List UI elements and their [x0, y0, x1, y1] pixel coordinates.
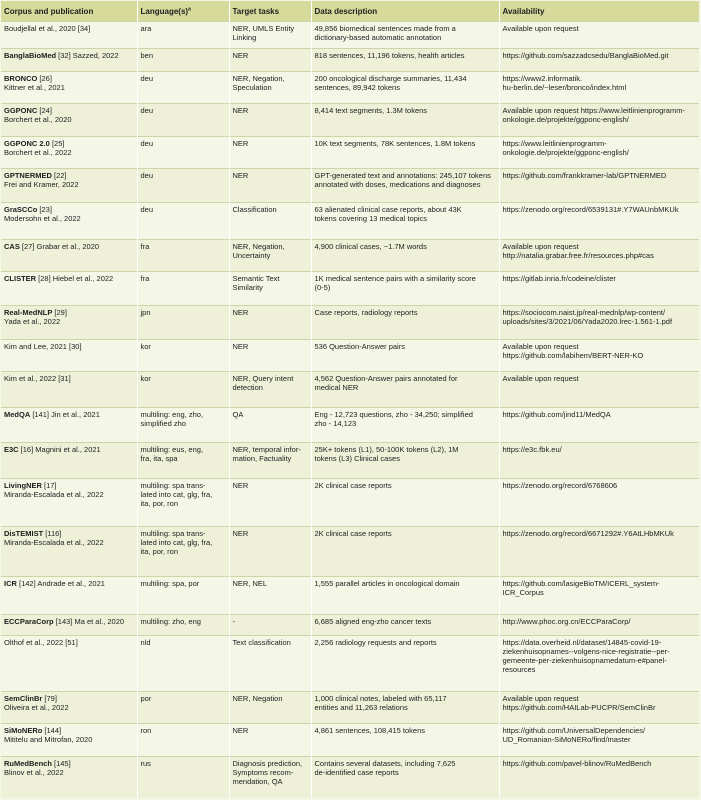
table-row [1, 635, 699, 691]
description-cell: 818 sentences, 11,196 tokens, health articles [311, 49, 499, 71]
corpus-cell [1, 22, 137, 49]
availability-cell: Available upon request http://natalia.grabar.free.fr/resources.php#cas [499, 239, 699, 272]
availability-cell: https://github.com/UniversalDependencies/ UD_Romanian-SiMoNERo/find/master [499, 724, 699, 757]
tasks-cell: NER [229, 136, 311, 169]
corpus-publication: [145] Blinov et al., 2022 [4, 758, 71, 777]
corpus-cell [1, 71, 137, 104]
description-cell: 49,856 biomedical sentences made from a dictionary-based automatic annotation [311, 22, 499, 49]
language-cell: jpn [137, 305, 229, 339]
availability-cell: Available upon request https://www.leitlinienprogramm- onkologie.de/projekte/ggponc-english/ [499, 104, 699, 137]
language-cell: multiling: eng, zho, simplified zho [137, 407, 229, 442]
corpus-publication: [23] Modersohn et al., 2022 [4, 205, 81, 224]
corpus-publication: [144] Mititelu and Mitrofan, 2020 [4, 726, 93, 745]
description-cell: 4,562 Question-Answer pairs annotated for medical NER [311, 372, 499, 407]
corpus-cell [1, 239, 137, 272]
availability-cell: https://data.overheid.nl/dataset/14845-covid-19- ziekenhuisopnames--volgens-nice-registratie--per- gemeente-per-ziekenhuisopnamedatum-e#panel- resources [499, 635, 699, 691]
corpus-cell [1, 691, 137, 724]
table-row [1, 169, 699, 203]
tasks-cell: - [229, 614, 311, 635]
corpus-publication: [141] Jin et al., 2021 [30, 409, 100, 419]
table-row [1, 22, 699, 49]
availability-cell: https://e3c.fbk.eu/ [499, 442, 699, 478]
table-row [1, 71, 699, 104]
availability-cell: https://github.com/frankkramer-lab/GPTNERMED [499, 169, 699, 203]
description-cell: 4,900 clinical cases, ~1.7M words [311, 239, 499, 272]
corpus-cell [1, 407, 137, 442]
corpus-cell [1, 442, 137, 478]
corpus-name: CAS [4, 241, 20, 251]
corpus-cell [1, 576, 137, 614]
corpus-cell [1, 479, 137, 527]
language-cell: deu [137, 71, 229, 104]
corpus-name: SemClinBr [4, 693, 43, 703]
corpus-name: GGPONC 2.0 [4, 138, 50, 148]
description-cell: 1,555 parallel articles in oncological domain [311, 576, 499, 614]
corpus-cell [1, 203, 137, 239]
description-cell: 2K clinical case reports [311, 527, 499, 577]
corpus-name: GGPONC [4, 106, 38, 116]
table-row [1, 614, 699, 635]
language-cell: fra [137, 272, 229, 306]
tasks-cell: NER, Negation, Speculation [229, 71, 311, 104]
corpus-publication: [29] Yada et al., 2022 [4, 307, 67, 326]
availability-cell: http://www.phoc.org.cn/ECCParaCorp/ [499, 614, 699, 635]
table-body [1, 22, 699, 799]
language-cell: deu [137, 136, 229, 169]
table-row [1, 576, 699, 614]
availability-cell: Available upon request https://github.com/labihem/BERT-NER-KO [499, 339, 699, 372]
table-row [1, 136, 699, 169]
corpus-cell [1, 272, 137, 306]
corpus-cell [1, 49, 137, 71]
description-cell: Eng - 12,723 questions, zho - 34,250; simplified zho - 14,123 [311, 407, 499, 442]
tasks-cell: NER [229, 104, 311, 137]
corpus-name: BRONCO [4, 73, 38, 83]
description-cell: 1K medical sentence pairs with a similarity score (0-5) [311, 272, 499, 306]
corpus-cell [1, 724, 137, 757]
description-cell: 200 oncological discharge summaries, 11,434 sentences, 89,942 tokens [311, 71, 499, 104]
corpus-publication: Kim et al., 2022 [31] [4, 374, 71, 384]
description-cell: 2K clinical case reports [311, 479, 499, 527]
corpus-name: E3C [4, 444, 19, 454]
tasks-cell: Text classification [229, 635, 311, 691]
tasks-cell: Classification [229, 203, 311, 239]
language-cell: por [137, 691, 229, 724]
corpus-publication: Boudjellal et al., 2020 [34] [4, 24, 91, 33]
description-cell: 2,256 radiology requests and reports [311, 635, 499, 691]
table-row [1, 239, 699, 272]
corpus-cell [1, 339, 137, 372]
tasks-cell: NER [229, 527, 311, 577]
language-cell: deu [137, 104, 229, 137]
availability-cell: https://www.leitlinienprogramm- onkologie.de/projekte/ggponc-english/ [499, 136, 699, 169]
corpus-publication: [142] Andrade et al., 2021 [16, 578, 105, 588]
language-cell: rus [137, 756, 229, 798]
corpus-cell [1, 756, 137, 798]
corpus-cell [1, 527, 137, 577]
availability-cell: https://sociocom.naist.jp/real-mednlp/wp-content/ uploads/sites/3/2021/06/Yada2020.lrec-1.561-1.pdf [499, 305, 699, 339]
table-row [1, 305, 699, 339]
availability-cell: Available upon request [499, 372, 699, 407]
availability-cell: https://github.com/lasigeBioTM/ICERL_system- ICR_Corpus [499, 576, 699, 614]
header-tasks: Target tasks [229, 1, 311, 22]
corpus-publication: [32] Sazzed, 2022 [56, 51, 119, 61]
language-cell: fra [137, 239, 229, 272]
tasks-cell: NER [229, 169, 311, 203]
corpus-name: GPTNERMED [4, 171, 52, 181]
description-cell: 536 Question-Answer pairs [311, 339, 499, 372]
corpus-publication: Olthof et al., 2022 [51] [4, 637, 78, 647]
availability-cell: https://github.com/sazzadcsedu/BanglaBioMed.git [499, 49, 699, 71]
corpus-name: ICR [4, 578, 17, 588]
corpus-publication: [79] Oliveira et al., 2022 [4, 693, 69, 712]
tasks-cell: QA [229, 407, 311, 442]
tasks-cell: NER, NEL [229, 576, 311, 614]
corpus-cell [1, 372, 137, 407]
corpus-name: ECCParaCorp [4, 616, 54, 626]
language-cell: multiling: eus, eng, fra, ita, spa [137, 442, 229, 478]
corpus-cell [1, 614, 137, 635]
availability-cell: https://zenodo.org/record/6539131#.Y7WAUnbMKUk [499, 203, 699, 239]
language-cell: multiling: spa trans- lated into cat, glg, fra, ita, por, ron [137, 479, 229, 527]
description-cell: GPT-generated text and annotations: 245,107 tokens annotated with doses, medications and diagnoses [311, 169, 499, 203]
table-row [1, 527, 699, 577]
tasks-cell: NER, Query intent detection [229, 372, 311, 407]
availability-cell: https://gitlab.inria.fr/codeine/clister [499, 272, 699, 306]
language-cell: ben [137, 49, 229, 71]
corpus-publication: [26] Kittner et al., 2021 [4, 73, 65, 92]
corpus-publication: [24] Borchert et al., 2020 [4, 106, 72, 125]
availability-cell: https://zenodo.org/record/6768606 [499, 479, 699, 527]
table-row [1, 691, 699, 724]
availability-cell: Available upon request https://github.com/HAILab-PUCPR/SemClinBr [499, 691, 699, 724]
corpus-name: BanglaBioMed [4, 51, 57, 61]
tasks-cell: Diagnosis prediction, Symptoms recom- mendation, QA [229, 756, 311, 798]
corpus-publication: [16] Magnini et al., 2021 [18, 444, 101, 454]
language-cell: nld [137, 635, 229, 691]
language-cell: multiling: spa trans- lated into cat, glg, fra, ita, por, ron [137, 527, 229, 577]
description-cell: 25K+ tokens (L1), 50-100K tokens (L2), 1M tokens (L3) Clinical cases [311, 442, 499, 478]
availability-cell: https://github.com/pavel-blinov/RuMedBench [499, 756, 699, 798]
tasks-cell: NER, temporal infor- mation, Factuality [229, 442, 311, 478]
corpus-name: SiMoNERo [4, 726, 43, 736]
description-cell: 1,000 clinical notes, labeled with 65,117 entities and 11,263 relations [311, 691, 499, 724]
tasks-cell: NER [229, 49, 311, 71]
language-cell: kor [137, 372, 229, 407]
table-header-row [1, 1, 699, 22]
corpus-publication: Kim and Lee, 2021 [30] [4, 341, 82, 351]
corpus-publication: [17] Miranda-Escalada et al., 2022 [4, 481, 104, 500]
language-cell: multiling: spa, por [137, 576, 229, 614]
tasks-cell: NER [229, 479, 311, 527]
description-cell: Case reports, radiology reports [311, 305, 499, 339]
language-cell: ara [137, 22, 229, 49]
corpus-cell [1, 104, 137, 137]
table-row [1, 104, 699, 137]
corpus-publication: [143] Ma et al., 2020 [53, 616, 125, 626]
availability-cell: Available upon request [499, 22, 699, 49]
header-language [137, 1, 229, 22]
description-cell: 4,861 sentences, 108,415 tokens [311, 724, 499, 757]
corpus-cell [1, 169, 137, 203]
corpus-publication: [27] Grabar et al., 2020 [19, 241, 100, 251]
tasks-cell: NER [229, 305, 311, 339]
corpus-table [1, 1, 699, 798]
table-row [1, 756, 699, 798]
header-language-label: Language(s) [140, 6, 189, 16]
tasks-cell: NER [229, 724, 311, 757]
corpus-name: RuMedBench [4, 758, 52, 768]
language-cell: multiling: zho, eng [137, 614, 229, 635]
language-cell: kor [137, 339, 229, 372]
table-row [1, 272, 699, 306]
availability-cell: https://zenodo.org/record/6671292#.Y6AtLHbMKUk [499, 527, 699, 577]
corpus-name: LivingNER [4, 481, 42, 491]
description-cell: 10K text segments, 78K sentences, 1.8M tokens [311, 136, 499, 169]
corpus-publication: [25] Borchert et al., 2022 [4, 138, 72, 157]
description-cell: 63 alienated clinical case reports, about 43K tokens covering 13 medical topics [311, 203, 499, 239]
availability-cell: https://www2.informatik. hu-berlin.de/~leser/bronco/index.html [499, 71, 699, 104]
corpus-cell [1, 305, 137, 339]
table-row [1, 407, 699, 442]
header-corpus: Corpus and publication [1, 1, 137, 22]
corpus-publication: [22] Frei and Kramer, 2022 [4, 171, 79, 190]
description-cell: 8,414 text segments, 1.3M tokens [311, 104, 499, 137]
language-cell: deu [137, 169, 229, 203]
table-row [1, 372, 699, 407]
header-description: Data description [311, 1, 499, 22]
tasks-cell: NER, UMLS Entity Linking [229, 22, 311, 49]
language-cell: ron [137, 724, 229, 757]
corpus-name: MedQA [4, 409, 31, 419]
corpus-publication: [116] Miranda-Escalada et al., 2022 [4, 529, 104, 548]
tasks-cell: NER, Negation [229, 691, 311, 724]
header-availability: Availability [499, 1, 699, 22]
tasks-cell: NER [229, 339, 311, 372]
table-row [1, 724, 699, 757]
table-row [1, 203, 699, 239]
corpus-name: DisTEMIST [4, 529, 44, 539]
corpus-cell [1, 136, 137, 169]
description-cell: 6,685 aligned eng-zho cancer texts [311, 614, 499, 635]
table-row [1, 442, 699, 478]
corpus-name: Real-MedNLP [4, 307, 53, 317]
availability-cell: https://github.com/jind11/MedQA [499, 407, 699, 442]
corpus-name: GraSCCo [4, 205, 38, 215]
language-cell: deu [137, 203, 229, 239]
table-row [1, 339, 699, 372]
tasks-cell: NER, Negation, Uncertainty [229, 239, 311, 272]
table-row [1, 479, 699, 527]
corpus-name: CLISTER [4, 274, 37, 284]
tasks-cell: Semantic Text Similarity [229, 272, 311, 306]
corpus-cell [1, 635, 137, 691]
corpus-publication: [28] Hiebel et al., 2022 [36, 274, 114, 284]
table-row [1, 49, 699, 71]
header-language-footnote: a [188, 5, 191, 12]
description-cell: Contains several datasets, including 7,625 de-identified case reports [311, 756, 499, 798]
